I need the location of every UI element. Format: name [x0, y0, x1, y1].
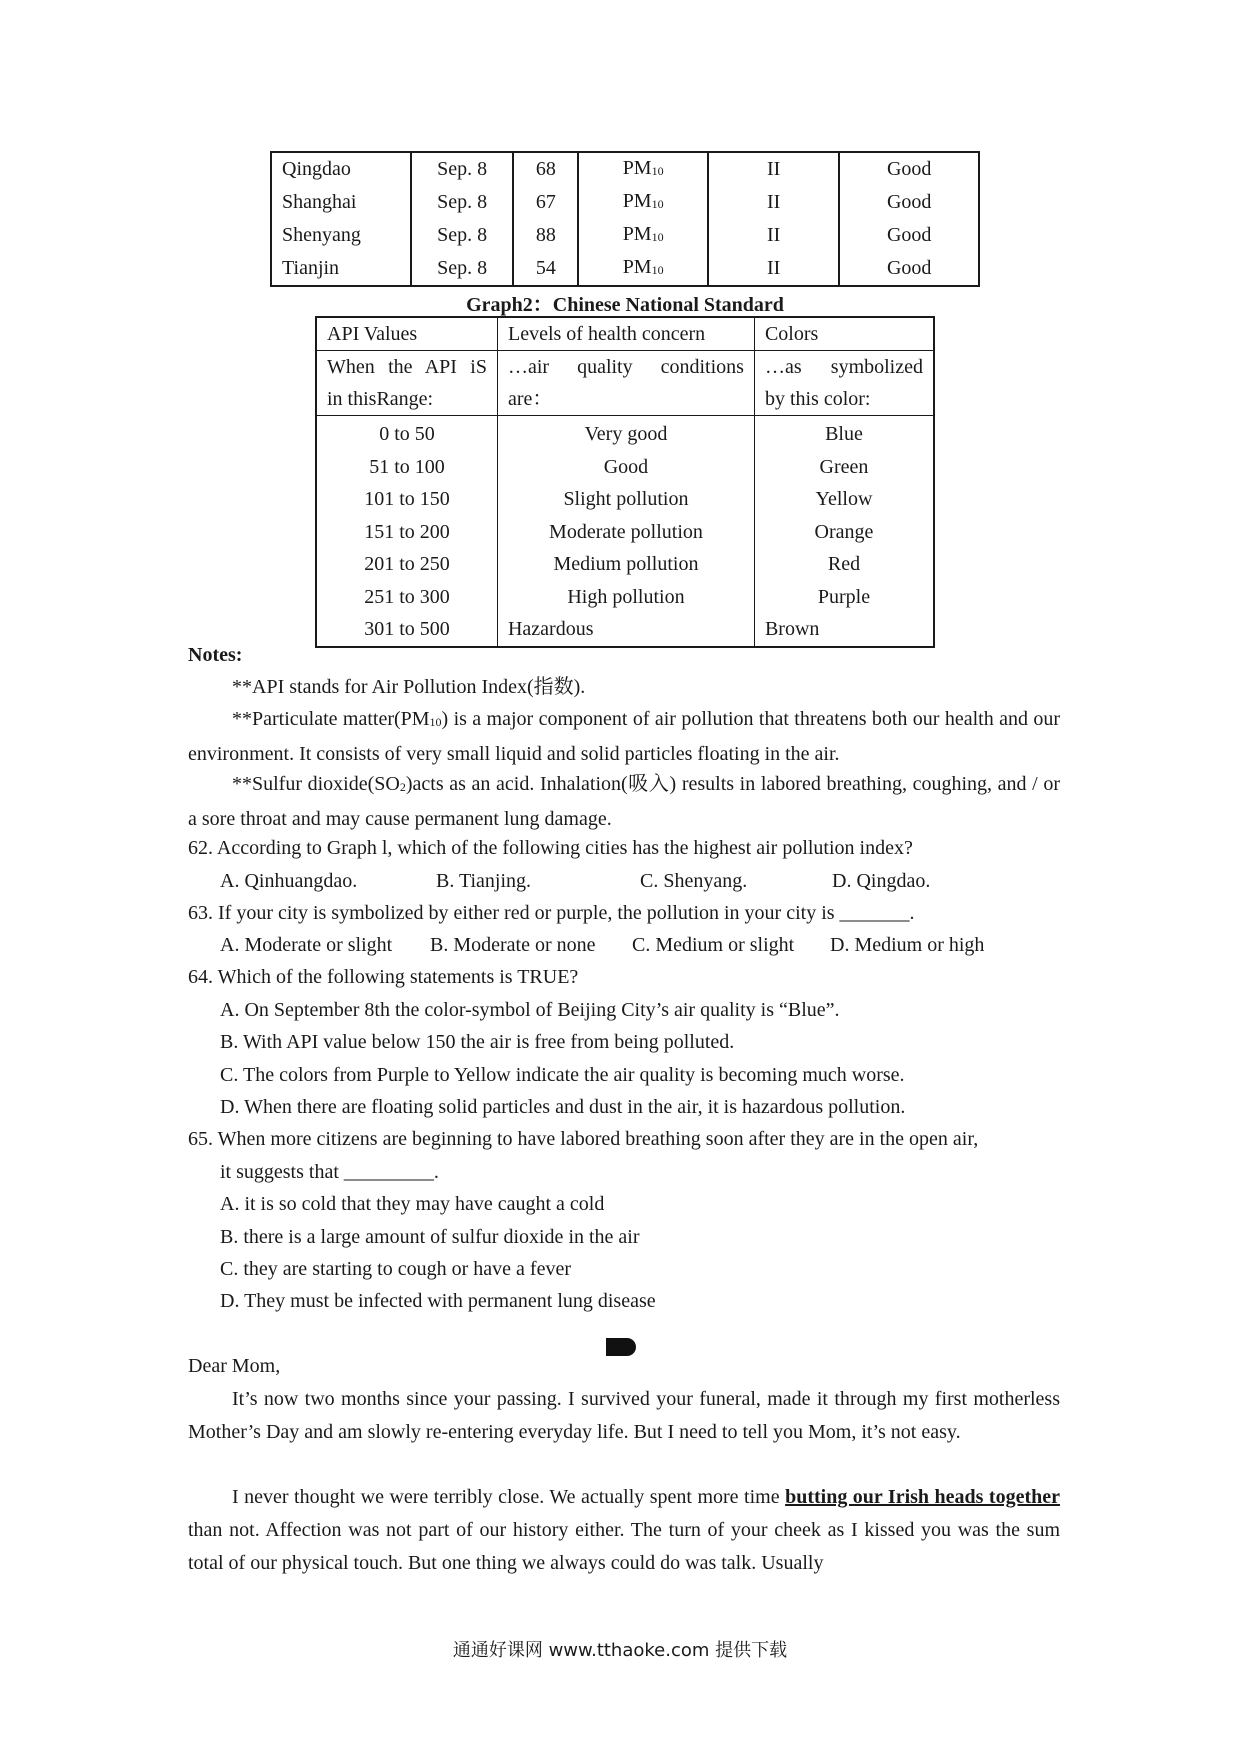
graph1-quality: Good [839, 152, 979, 186]
graph2-row [316, 451, 934, 484]
graph2-row [316, 581, 934, 614]
pollutant-subscript: 10 [651, 197, 664, 211]
health-level: Good [497, 451, 754, 484]
graph1-level: II [708, 152, 839, 186]
graph1-quality: Good [839, 186, 979, 219]
color-name: Green [754, 451, 934, 484]
graph1-level: II [708, 252, 839, 286]
q63-option-c: C. Medium or slight [632, 934, 795, 956]
pollutant-subscript: 10 [651, 164, 664, 178]
graph2-row [316, 483, 934, 516]
p2-end: than not. Affection was not part of our history either. The turn of your cheek as I kissed you was the sum total of our physical touch. But one thing we always could do was talk. Usually [188, 1519, 1060, 1574]
api-range: 51 to 100 [316, 451, 497, 484]
graph1-city: Qingdao [282, 158, 351, 180]
color-name: Red [754, 548, 934, 581]
note-api: **API stands for Air Pollution Index(指数). [232, 676, 586, 698]
q62-option-a: A. Qinhuangdao. [220, 870, 358, 892]
q65-option-c: C. they are starting to cough or have a fever [220, 1258, 571, 1280]
graph1-quality: Good [839, 219, 979, 252]
q64-option-b: B. With API value below 150 the air is free from being polluted. [220, 1031, 735, 1053]
q65-option-a: A. it is so cold that they may have caught a cold [220, 1193, 605, 1215]
graph1-row [271, 252, 979, 286]
graph2-title: Graph2：Chinese National Standard [466, 294, 784, 316]
q65-stem-cont: it suggests that _________. [220, 1161, 439, 1183]
health-level: Slight pollution [497, 483, 754, 516]
graph1-api: 67 [513, 186, 578, 219]
api-range: 0 to 50 [316, 416, 497, 451]
graph1-date: Sep. 8 [411, 152, 514, 186]
q63-option-d: D. Medium or high [830, 934, 985, 956]
graph1-city: Shanghai [282, 191, 357, 213]
q64-option-a: A. On September 8th the color-symbol of Beijing City’s air quality is “Blue”. [220, 999, 840, 1021]
color-name: Orange [754, 516, 934, 549]
health-level: Hazardous [497, 613, 754, 647]
underlined-phrase: butting our Irish heads together [785, 1486, 1060, 1508]
api-range: 251 to 300 [316, 581, 497, 614]
subheader-api-line1: When the API iS [327, 356, 487, 378]
api-range: 301 to 500 [316, 613, 497, 647]
pollutant-subscript: 10 [651, 263, 664, 277]
color-name: Purple [754, 581, 934, 614]
color-name: Blue [754, 416, 934, 451]
q63-stem: 63. If your city is symbolized by either red or purple, the pollution in your city is _______. [188, 902, 915, 924]
graph1-row [271, 152, 979, 186]
graph1-date: Sep. 8 [411, 186, 514, 219]
graph2-row [316, 613, 934, 647]
graph2-row [316, 416, 934, 451]
color-name: Yellow [754, 483, 934, 516]
q62-option-b: B. Tianjing. [436, 870, 532, 892]
q63-option-b: B. Moderate or none [430, 934, 596, 956]
graph1-date: Sep. 8 [411, 252, 514, 286]
header-api-values: API Values [316, 317, 497, 351]
letter-paragraph-2 [188, 1481, 1060, 1580]
graph1-city: Shenyang [282, 224, 361, 246]
health-level: Moderate pollution [497, 516, 754, 549]
q64-option-d: D. When there are floating solid particles and dust in the air, it is hazardous pollution. [220, 1096, 906, 1118]
graph1-api: 88 [513, 219, 578, 252]
header-colors: Colors [754, 317, 934, 351]
graph2-row [316, 548, 934, 581]
graph1-pollutant: $PM_{10}$ [578, 152, 708, 186]
q62-option-d: D. Qingdao. [832, 870, 931, 892]
graph1-date: Sep. 8 [411, 219, 514, 252]
graph1-pollutant: $PM_{10}$ [578, 186, 708, 219]
subheader-level-line1: …air quality conditions [507, 356, 744, 378]
graph1-level: II [708, 219, 839, 252]
graph2-subheader-row [316, 351, 934, 416]
graph1-row [271, 186, 979, 219]
section-d-label [606, 1338, 636, 1356]
graph2-table [315, 316, 935, 648]
graph2-header-row [316, 317, 934, 351]
subheader-api-line2: in thisRange: [327, 388, 434, 410]
graph1-quality: Good [839, 252, 979, 286]
letter-salutation: Dear Mom, [188, 1355, 281, 1377]
q62-stem: 62. According to Graph l, which of the following cities has the highest air pollution index? [188, 837, 913, 859]
notes-heading: Notes: [188, 644, 243, 666]
graph1-api: 54 [513, 252, 578, 286]
footer-source: 通通好课网 www.tthaoke.com 提供下载 [452, 1640, 788, 1661]
graph1-table [270, 151, 980, 287]
graph1-row [271, 219, 979, 252]
pollutant-subscript: 10 [651, 230, 664, 244]
graph1-level: II [708, 186, 839, 219]
note-pm: **Particulate $matter(PM_{10})$ is a major component of air pollution that threatens both our health and our environment. It consists of very small liquid and solid particles floating in the air. [188, 708, 1060, 765]
subheader-color-line1: …as symbolized [764, 356, 923, 378]
api-range: 201 to 250 [316, 548, 497, 581]
q63-option-a: A. Moderate or slight [220, 934, 393, 956]
graph1-pollutant: $PM_{10}$ [578, 252, 708, 286]
q64-option-c: C. The colors from Purple to Yellow indicate the air quality is becoming much worse. [220, 1064, 905, 1086]
graph1-pollutant: $PM_{10}$ [578, 219, 708, 252]
q65-option-b: B. there is a large amount of sulfur dioxide in the air [220, 1226, 640, 1248]
graph1-api: 68 [513, 152, 578, 186]
q65-stem: 65. When more citizens are beginning to have labored breathing soon after they are in the open air, [188, 1128, 979, 1150]
health-level: Medium pollution [497, 548, 754, 581]
graph2-row [316, 516, 934, 549]
header-levels: Levels of health concern [497, 317, 754, 351]
health-level: High pollution [497, 581, 754, 614]
subheader-level-line2: are： [507, 388, 553, 410]
q62-option-c: C. Shenyang. [640, 870, 748, 892]
q64-stem: 64. Which of the following statements is TRUE? [188, 966, 579, 988]
note-so2: **Sulfur $dioxide(SO_2)acts$ as an acid. Inhalation(吸入) results in labored breathing, coughing, and / or a sore throat and may cause permanent lung damage. [188, 773, 1060, 830]
subheader-color-line2: by this color: [764, 388, 871, 410]
api-range: 151 to 200 [316, 516, 497, 549]
color-name: Brown [754, 613, 934, 647]
graph1-city: Tianjin [282, 257, 340, 279]
p2-start: I never thought we were terribly close. We actually spent more time [232, 1486, 786, 1508]
letter-paragraph-1: It’s now two months since your passing. I survived your funeral, made it through my first motherless Mother’s Day and am slowly re-entering everyday life. But I need to tell you Mom, it’s not easy. [188, 1388, 1060, 1443]
api-range: 101 to 150 [316, 483, 497, 516]
health-level: Very good [497, 416, 754, 451]
q65-option-d: D. They must be infected with permanent lung disease [220, 1290, 656, 1312]
